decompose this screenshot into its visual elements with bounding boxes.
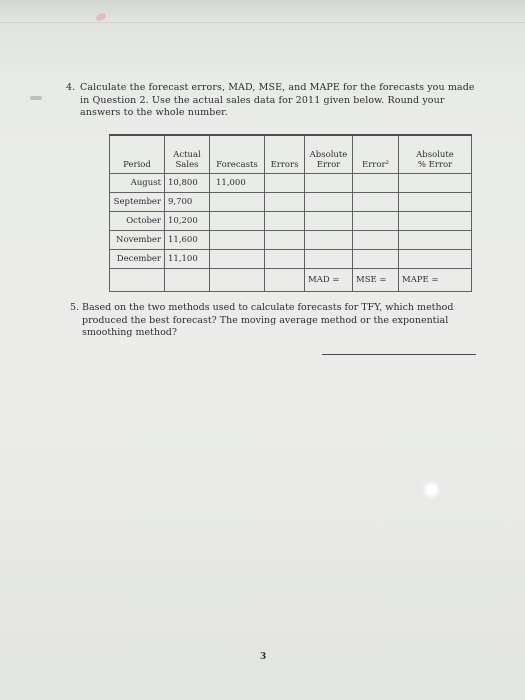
table-row [110, 250, 472, 269]
answer-line[interactable] [322, 354, 476, 355]
cell-absolute-error[interactable] [305, 212, 353, 231]
page-number: 3 [260, 652, 267, 662]
light-glare [426, 484, 437, 495]
cell-error-squared[interactable] [353, 193, 399, 212]
cell-error[interactable] [265, 212, 305, 231]
cell-period: October [110, 212, 165, 231]
cell-period: November [110, 231, 165, 250]
cell-sales: 10,200 [165, 212, 210, 231]
cell-absolute-error[interactable] [305, 250, 353, 269]
cell-sales: 11,600 [165, 231, 210, 250]
cell-error[interactable] [265, 231, 305, 250]
header-period: Period [110, 135, 165, 174]
cell-period: August [110, 174, 165, 193]
cell-error-squared[interactable] [353, 174, 399, 193]
header-absolute-error: Absolute Error [305, 135, 353, 174]
mad-cell[interactable] [305, 269, 353, 292]
table-row [110, 212, 472, 231]
question-4 [66, 82, 486, 120]
header-absolute-percent-error: Absolute % Error [399, 135, 472, 174]
summary-empty-cell [265, 269, 305, 292]
header-forecasts: Forecasts [210, 135, 265, 174]
cell-error-squared[interactable] [353, 250, 399, 269]
mse-cell[interactable] [353, 269, 399, 292]
question-5 [70, 302, 490, 340]
summary-empty-cell [110, 269, 165, 292]
cell-absolute-percent-error[interactable] [399, 231, 472, 250]
question-5-number: 5. [70, 302, 80, 313]
cell-forecast[interactable] [210, 193, 265, 212]
cell-forecast[interactable] [210, 231, 265, 250]
cell-absolute-percent-error[interactable] [399, 212, 472, 231]
cell-error[interactable] [265, 250, 305, 269]
cell-error[interactable] [265, 193, 305, 212]
cell-absolute-percent-error[interactable] [399, 193, 472, 212]
header-errors: Errors [265, 135, 305, 174]
cell-absolute-percent-error[interactable] [399, 174, 472, 193]
cell-sales: 11,100 [165, 250, 210, 269]
summary-empty-cell [210, 269, 265, 292]
page-crease [0, 0, 525, 23]
cell-forecast[interactable] [210, 212, 265, 231]
question-4-text: Calculate the forecast errors, MAD, MSE, and MAPE for the forecasts you made in Question 2. Use the actual sales data for 2011 given below. Round your answers to the whole number. [80, 82, 475, 118]
question-4-number: 4. [66, 82, 76, 93]
table-header-row [110, 135, 472, 174]
cell-forecast[interactable] [210, 250, 265, 269]
mse-label: MSE = [356, 275, 387, 285]
cell-absolute-error[interactable] [305, 193, 353, 212]
header-actual-sales: Actual Sales [165, 135, 210, 174]
cell-sales: 9,700 [165, 193, 210, 212]
mape-cell[interactable] [399, 269, 472, 292]
table-row [110, 193, 472, 212]
cell-absolute-error[interactable] [305, 231, 353, 250]
cell-period: December [110, 250, 165, 269]
side-mark [30, 96, 42, 100]
table-row [110, 231, 472, 250]
cell-error[interactable] [265, 174, 305, 193]
cell-period: September [110, 193, 165, 212]
cell-error-squared[interactable] [353, 212, 399, 231]
forecast-error-table [109, 134, 472, 292]
cell-sales: 10,800 [165, 174, 210, 193]
mape-label: MAPE = [402, 275, 439, 285]
header-error-squared: Error² [353, 135, 399, 174]
table-row [110, 174, 472, 193]
summary-empty-cell [165, 269, 210, 292]
cell-absolute-percent-error[interactable] [399, 250, 472, 269]
question-5-text: Based on the two methods used to calculate forecasts for TFY, which method produced the best forecast? The moving average method or the exponential smoothing method? [82, 302, 454, 338]
cell-error-squared[interactable] [353, 231, 399, 250]
cell-forecast: 11,000 [210, 174, 265, 193]
summary-row [110, 269, 472, 292]
mad-label: MAD = [308, 275, 340, 285]
cell-absolute-error[interactable] [305, 174, 353, 193]
